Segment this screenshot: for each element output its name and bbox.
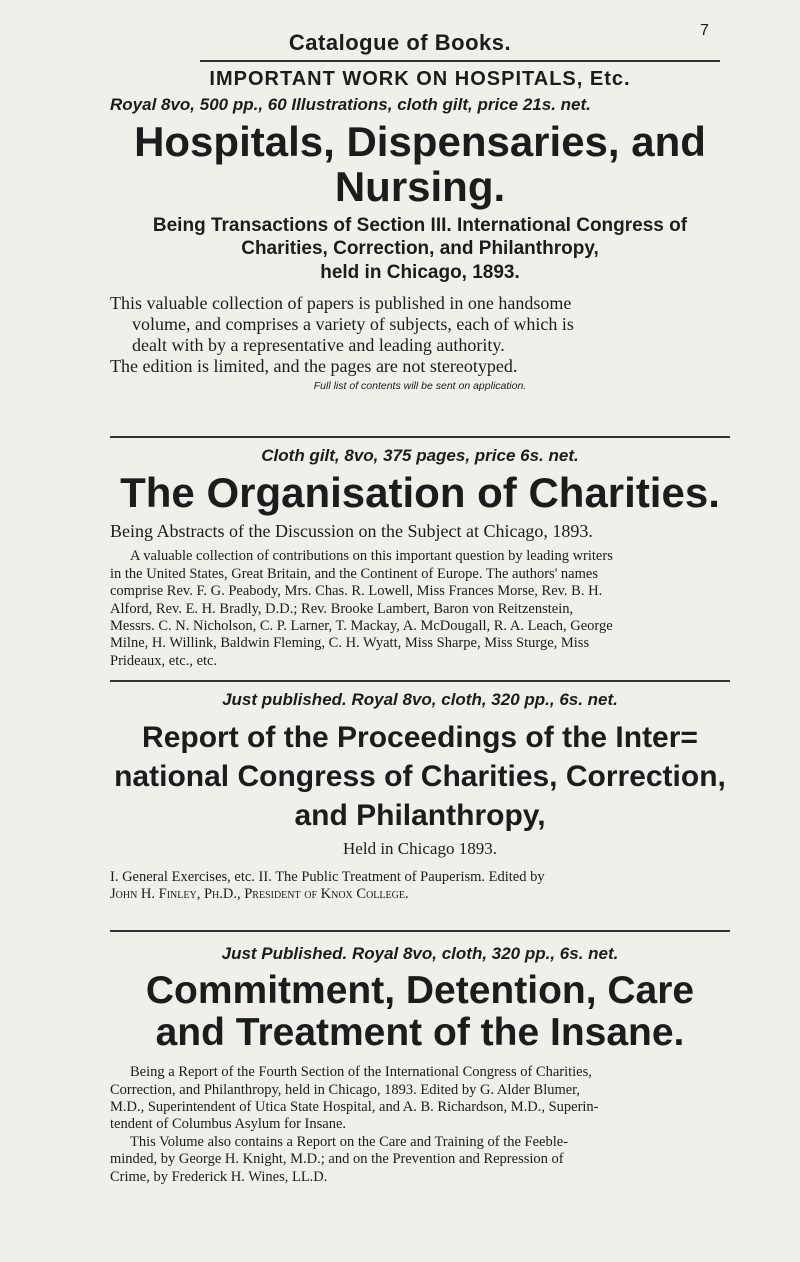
running-head: Catalogue of Books. xyxy=(288,30,512,55)
section-rule xyxy=(110,436,730,438)
body-line: John H. Finley, Ph.D., President of Knox College. xyxy=(110,886,409,903)
entry-commitment-insane xyxy=(110,944,730,1186)
body-line: I. General Exercises, etc. II. The Public Treatment of Pauperism. Edited by xyxy=(110,868,545,885)
body-line: This Volume also contains a Report on the Care and Training of the Feeble- xyxy=(130,1133,569,1150)
subtitle-line: held in Chicago, 1893. xyxy=(320,262,520,284)
body-line: Milne, H. Willink, Baldwin Fleming, C. H. Wyatt, Miss Sharpe, Miss Sturge, Miss xyxy=(110,635,590,652)
title-line: Nursing. xyxy=(334,163,506,211)
entry-kicker: IMPORTANT WORK ON HOSPITALS, Etc. xyxy=(209,68,631,90)
entry-held: Held in Chicago 1893. xyxy=(343,839,497,858)
entry-title xyxy=(110,970,730,1054)
body-line: Correction, and Philanthropy, held in Chicago, 1893. Edited by G. Alder Blumer, xyxy=(110,1081,581,1098)
title-line: Commitment, Detention, Care xyxy=(145,969,695,1012)
body-line: comprise Rev. F. G. Peabody, Mrs. Chas. R. Lowell, Miss Frances Morse, Rev. B. H. xyxy=(110,583,603,600)
entry-meta: Just published. Royal 8vo, cloth, 320 pp., 6s. net. xyxy=(222,690,618,709)
body-line: minded, by George H. Knight, M.D.; and on the Prevention and Repression of xyxy=(110,1151,564,1168)
entry-description xyxy=(110,293,730,377)
title-line: Hospitals, Dispensaries, and xyxy=(134,118,706,165)
body-line: in the United States, Great Britain, and the Continent of Europe. The authors' names xyxy=(110,565,598,582)
entry-description xyxy=(110,548,730,670)
entry-report-proceedings xyxy=(110,690,730,904)
entry-meta: Just Published. Royal 8vo, cloth, 320 pp., 6s. net. xyxy=(221,944,619,963)
subtitle-line: Being Transactions of Section III. International Congress of xyxy=(152,214,688,236)
body-line: Prideaux, etc., etc. xyxy=(110,652,218,669)
body-line: Messrs. C. N. Nicholson, C. P. Larner, T. Mackay, A. McDougall, R. A. Leach, George xyxy=(110,617,613,634)
entry-meta: Royal 8vo, 500 pp., 60 Illustrations, cloth gilt, price 21s. net. xyxy=(110,95,591,114)
subtitle-line: Charities, Correction, and Philanthropy, xyxy=(241,238,599,260)
body-line: tendent of Columbus Asylum for Insane. xyxy=(110,1116,347,1133)
title-line: national Congress of Charities, Correction, xyxy=(114,760,726,793)
body-line: The edition is limited, and the pages are not stereotyped. xyxy=(110,356,518,377)
entry-title xyxy=(110,718,730,835)
body-line: Alford, Rev. E. H. Bradly, D.D.; Rev. Brooke Lambert, Baron von Reitzenstein, xyxy=(110,600,574,617)
body-line: This valuable collection of papers is published in one handsome xyxy=(110,292,572,313)
entry-subtitle: Being Abstracts of the Discussion on the Subject at Chicago, 1893. xyxy=(110,521,593,542)
title-line: Report of the Proceedings of the Inter= xyxy=(142,721,698,754)
body-line: M.D., Superintendent of Utica State Hospital, and A. B. Richardson, M.D., Superin- xyxy=(110,1099,599,1115)
title-line: and Treatment of the Insane. xyxy=(155,1011,685,1055)
body-line: volume, and comprises a variety of subjects, each of which is xyxy=(132,314,574,335)
body-line: dealt with by a representative and leading authority. xyxy=(132,335,505,356)
entry-note: Full list of contents will be sent on application. xyxy=(313,380,527,393)
entry-meta: Cloth gilt, 8vo, 375 pages, price 6s. net. xyxy=(261,446,579,465)
entry-description xyxy=(110,869,730,904)
body-line: A valuable collection of contributions on this important question by leading writers xyxy=(130,548,613,565)
body-line: Being a Report of the Fourth Section of the International Congress of Charities, xyxy=(130,1064,592,1081)
entry-description xyxy=(110,1064,730,1186)
body-line: Crime, by Frederick H. Wines, LL.D. xyxy=(110,1168,328,1185)
entry-organisation xyxy=(110,446,730,670)
header-rule xyxy=(200,60,720,62)
section-rule xyxy=(110,680,730,682)
section-rule xyxy=(110,930,730,932)
entry-title: The Organisation of Charities. xyxy=(120,469,720,516)
entry-title xyxy=(110,119,730,210)
entry-subtitle xyxy=(110,214,730,285)
entry-hospitals xyxy=(110,64,730,392)
title-line: and Philanthropy, xyxy=(294,799,546,832)
page-number: 7 xyxy=(700,22,709,39)
